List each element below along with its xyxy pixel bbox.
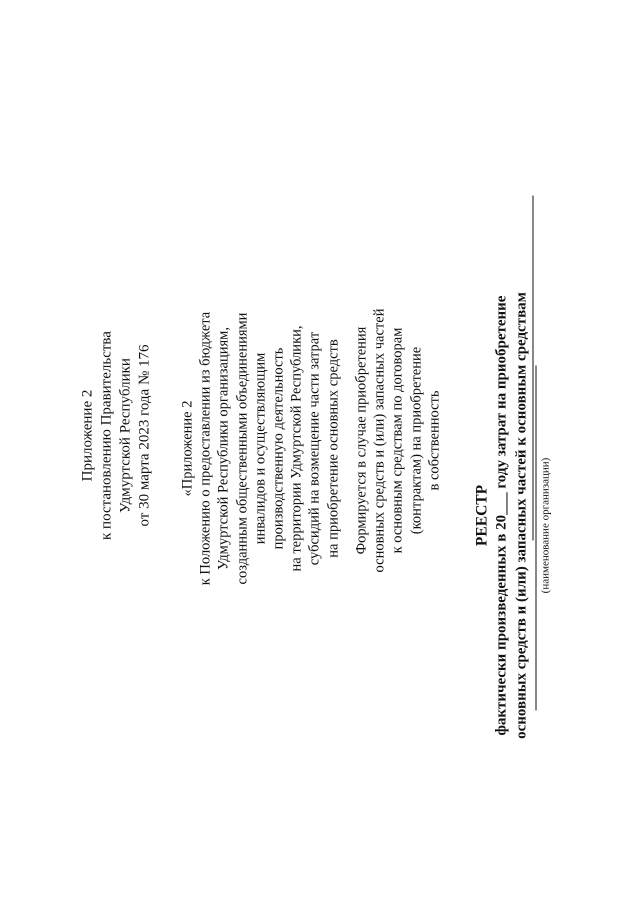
divider-line — [532, 195, 533, 540]
regulation-line: на приобретение основных средств — [324, 338, 341, 558]
regulation-line: к Положению о предоставлении из бюджета — [197, 311, 214, 585]
register-subtitle-line: фактически произведенных в 20___ году затрат на приобретение — [493, 295, 509, 735]
note-line: Формируется в случае приобретения — [353, 326, 369, 554]
note-line: к основным средствам по договорам — [389, 327, 406, 553]
regulation-line: производственную деятельность — [270, 347, 287, 549]
regulation-reference — [178, 253, 342, 643]
organization-caption: (наименование организации) — [539, 457, 551, 593]
appendix-line: от 30 марта 2023 года № 176 — [136, 343, 152, 527]
appendix-line: к постановлению Правительства — [98, 330, 114, 540]
regulation-line: созданным общественными объединениями — [233, 312, 250, 584]
register-title: РЕЕСТР — [473, 484, 490, 546]
regulation-line: субсидий на возмещение части затрат — [306, 331, 323, 565]
appendix-line: Приложение 2 — [79, 389, 95, 481]
formation-note — [352, 275, 443, 605]
note-line: (контрактам) на приобретение — [407, 346, 424, 534]
appendix-header — [78, 270, 154, 600]
register-heading — [472, 235, 531, 795]
organization-name-line — [535, 365, 536, 710]
appendix-line: Удмуртской Республики — [117, 357, 133, 513]
note-line: основных средств и (или) запасных частей — [371, 308, 388, 572]
regulation-line: на территории Удмуртской Республики, — [288, 325, 305, 571]
regulation-line: «Приложение 2 — [179, 400, 195, 496]
note-line: в собственность — [425, 389, 442, 491]
regulation-line: Удмуртской Республики организациям, — [215, 326, 232, 570]
regulation-line: инвалидов и осуществляющим — [251, 352, 268, 544]
register-subtitle-line: основных средств и (или) запасных частей к основным средствам — [512, 291, 529, 739]
